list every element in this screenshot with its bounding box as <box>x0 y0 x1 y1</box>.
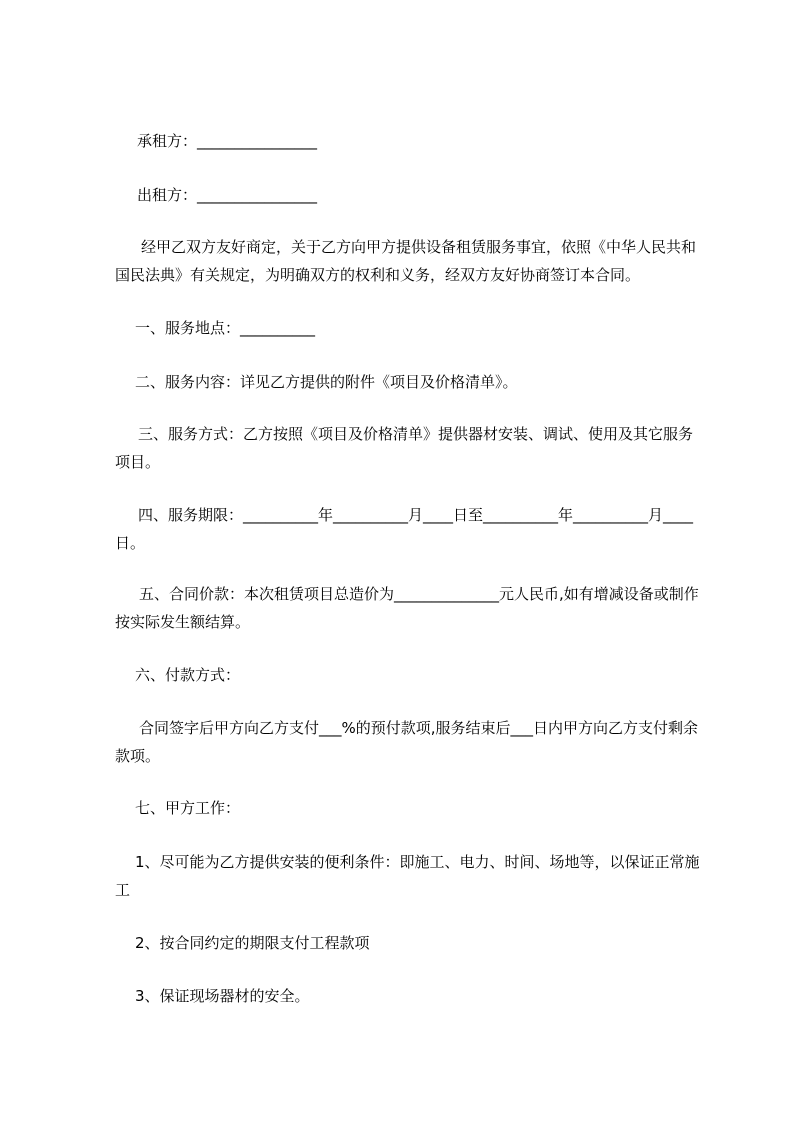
clause-contract-price: 五、合同价款：本次租赁项目总造价为______________元人民币,如有增减设备或制作按实际发生额结算。 <box>115 585 699 631</box>
clause-party-a-duties-title: 七、甲方工作： <box>135 799 241 817</box>
clause-service-location: 一、服务地点：__________ <box>135 319 316 337</box>
clause-service-period: 四、服务期限：__________年__________月____日至__________年__________月____日。 <box>115 506 694 552</box>
preamble-paragraph: 经甲乙双方友好商定，关于乙方向甲方提供设备租赁服务事宜，依照《中华人民共和国民法典》有关规定，为明确双方的权利和义务，经双方友好协商签订本合同。 <box>115 238 697 284</box>
clause-service-method: 三、服务方式：乙方按照《项目及价格清单》提供器材安装、调试、使用及其它服务项目。 <box>115 425 694 471</box>
party-a-duty-item: 2、按合同约定的期限支付工程款项 <box>135 934 370 952</box>
clause-payment-body: 合同签字后甲方向乙方支付___%的预付款项,服务结束后___日内甲方向乙方支付剩余款项。 <box>115 719 699 765</box>
lessor-line: 出租方：________________ <box>137 186 318 204</box>
lessee-line: 承租方：________________ <box>137 132 318 150</box>
clause-payment-title: 六、付款方式： <box>135 666 241 684</box>
clause-service-content: 二、服务内容：详见乙方提供的附件《项目及价格清单》。 <box>135 373 518 391</box>
party-a-duty-item: 1、尽可能为乙方提供安装的便利条件：即施工、电力、时间、场地等，以保证正常施工 <box>115 853 700 899</box>
party-a-duty-item: 3、保证现场器材的安全。 <box>135 987 310 1005</box>
